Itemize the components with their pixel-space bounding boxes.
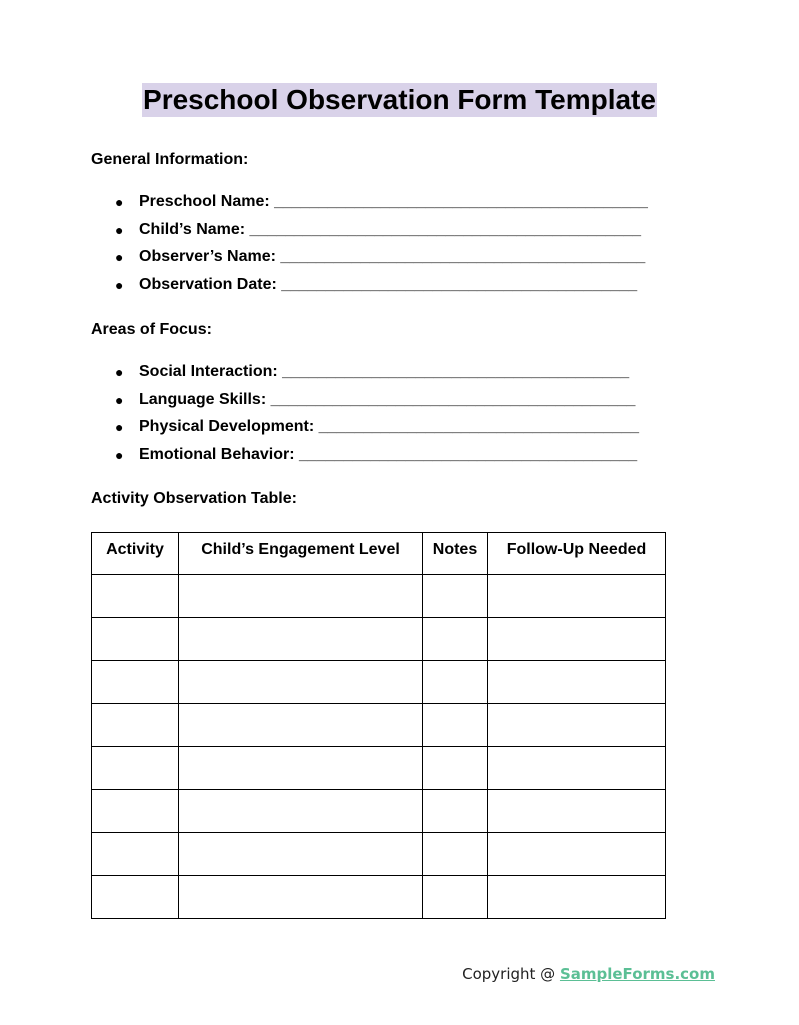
field-label: Preschool Name: __________________________________________ <box>139 193 648 210</box>
table-cell[interactable] <box>92 833 179 876</box>
footer <box>462 964 715 984</box>
general-info-list <box>91 192 648 302</box>
table-cell[interactable] <box>179 704 423 747</box>
table-body <box>92 575 666 919</box>
table-cell[interactable] <box>179 790 423 833</box>
field-social-interaction <box>91 362 639 390</box>
field-emotional-behavior <box>91 445 639 473</box>
bullet-icon: ● <box>115 249 124 266</box>
table-cell[interactable] <box>179 575 423 618</box>
table-cell[interactable] <box>92 876 179 919</box>
column-header-notes: Notes <box>423 533 488 575</box>
table-row <box>92 876 666 919</box>
page-title: Preschool Observation Form Template <box>143 84 656 115</box>
field-observation-date <box>91 275 648 303</box>
field-label: Observer’s Name: _________________________________________ <box>139 248 646 266</box>
bullet-icon: ● <box>115 446 124 463</box>
table-row <box>92 618 666 661</box>
table-cell[interactable] <box>423 575 488 618</box>
column-header-follow-up: Follow-Up Needed <box>488 533 666 575</box>
bullet-icon: ● <box>115 419 124 436</box>
table-cell[interactable] <box>488 618 666 661</box>
brand-link[interactable]: SampleForms.com <box>559 965 715 983</box>
table-cell[interactable] <box>179 876 423 919</box>
table-cell[interactable] <box>92 661 179 704</box>
table-cell[interactable] <box>179 747 423 790</box>
field-label: Observation Date: ________________________________________ <box>139 275 638 293</box>
table-row <box>92 575 666 618</box>
table-cell[interactable] <box>92 790 179 833</box>
bullet-icon: ● <box>115 276 124 293</box>
table-row <box>92 790 666 833</box>
table-cell[interactable] <box>488 575 666 618</box>
bullet-icon: ● <box>115 391 124 408</box>
table-row <box>92 704 666 747</box>
column-header-activity: Activity <box>92 533 179 575</box>
field-language-skills <box>91 390 639 418</box>
table-cell[interactable] <box>92 704 179 747</box>
general-info-heading: General Information: <box>91 151 249 168</box>
field-label: Language Skills: _________________________________________ <box>139 390 636 408</box>
table-cell[interactable] <box>488 747 666 790</box>
table-cell[interactable] <box>423 790 488 833</box>
table-cell[interactable] <box>488 790 666 833</box>
field-label: Child’s Name: ____________________________________________ <box>139 220 642 238</box>
field-label: Emotional Behavior: ______________________________________ <box>139 445 638 463</box>
activity-table-heading: Activity Observation Table: <box>91 490 297 507</box>
table-cell[interactable] <box>92 618 179 661</box>
table-cell[interactable] <box>488 704 666 747</box>
field-child-name <box>91 220 648 248</box>
field-label: Physical Development: ____________________________________ <box>139 418 639 436</box>
table-cell[interactable] <box>488 876 666 919</box>
table-row <box>92 661 666 704</box>
table-cell[interactable] <box>423 661 488 704</box>
field-physical-development <box>91 417 639 445</box>
table-cell[interactable] <box>423 747 488 790</box>
column-header-engagement: Child’s Engagement Level <box>179 533 423 575</box>
table-cell[interactable] <box>179 661 423 704</box>
copyright-text: Copyright @ <box>462 965 560 983</box>
field-observer-name <box>91 247 648 275</box>
field-label: Social Interaction: _______________________________________ <box>139 363 630 380</box>
areas-of-focus-heading: Areas of Focus: <box>91 321 212 338</box>
table-cell[interactable] <box>488 661 666 704</box>
table-row <box>92 833 666 876</box>
table-cell[interactable] <box>179 833 423 876</box>
table-cell[interactable] <box>423 876 488 919</box>
table-cell[interactable] <box>423 833 488 876</box>
table-cell[interactable] <box>179 618 423 661</box>
bullet-icon: ● <box>115 194 124 210</box>
title-wrap <box>0 83 799 117</box>
table-cell[interactable] <box>423 618 488 661</box>
table-cell[interactable] <box>488 833 666 876</box>
activity-observation-table <box>91 532 666 919</box>
bullet-icon: ● <box>115 221 124 238</box>
table-cell[interactable] <box>92 747 179 790</box>
areas-of-focus-list <box>91 362 639 472</box>
table-cell[interactable] <box>423 704 488 747</box>
table-header-row <box>92 533 666 575</box>
table-row <box>92 747 666 790</box>
bullet-icon: ● <box>115 364 124 380</box>
table-cell[interactable] <box>92 575 179 618</box>
field-preschool-name <box>91 192 648 220</box>
